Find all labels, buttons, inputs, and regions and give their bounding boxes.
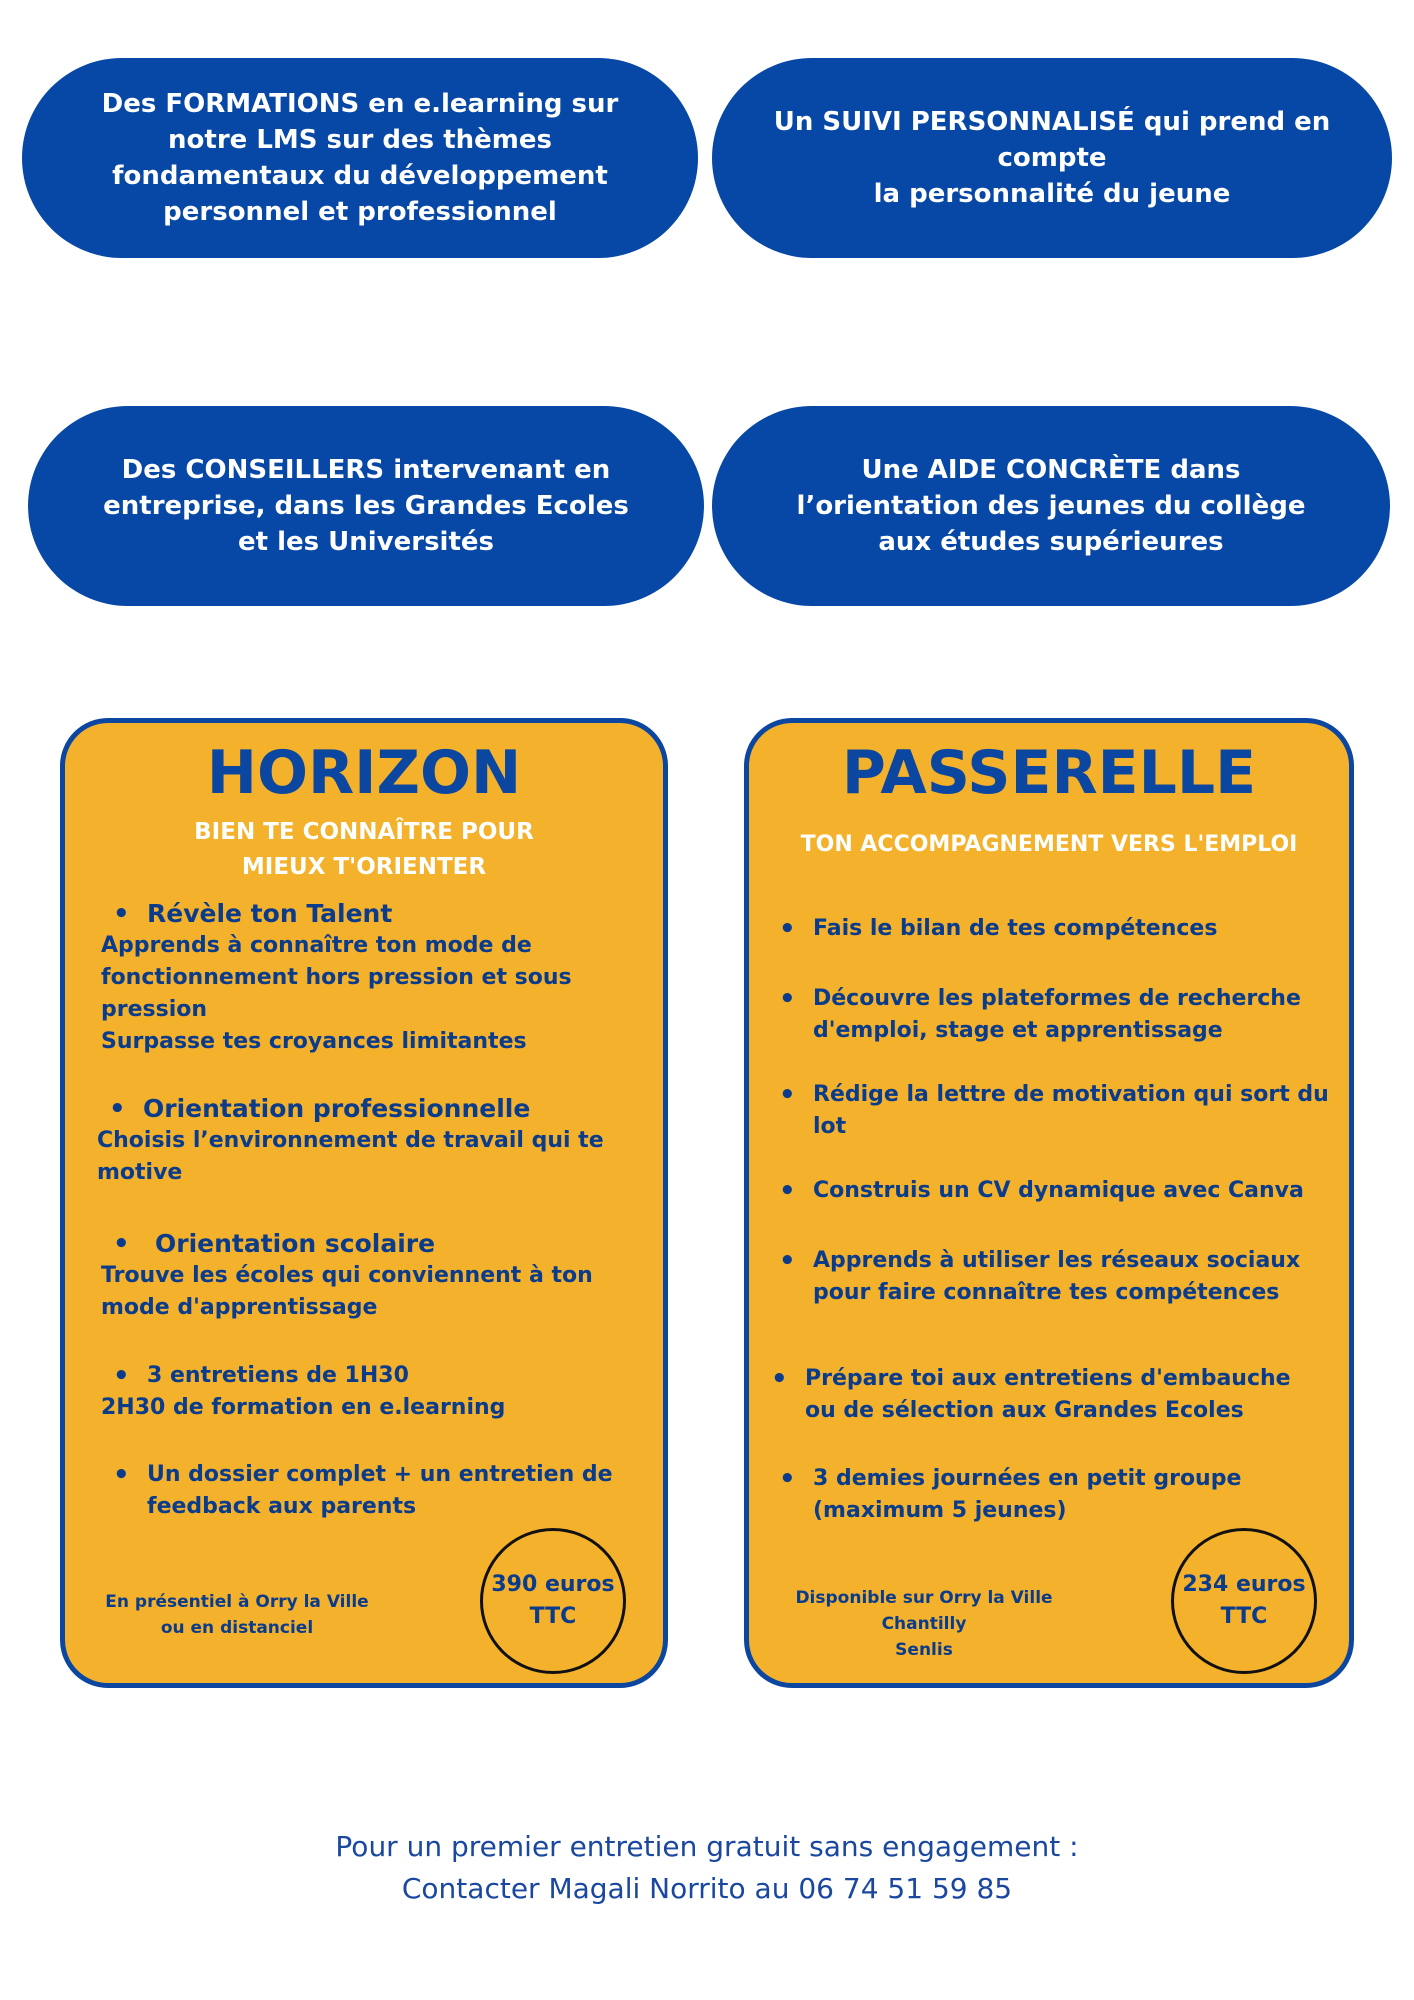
pill-line: et les Universités [237, 527, 495, 557]
horizon-location-note [87, 1589, 387, 1641]
item-line: Prépare toi aux entretiens d'embauche [805, 1366, 1291, 1391]
subtitle-line: BIEN TE CONNAÎTRE POUR [194, 819, 534, 845]
horizon-section-pro [97, 1093, 604, 1189]
item-line: Apprends à utiliser les réseaux sociaux [813, 1248, 1301, 1273]
section-line: 2H30 de formation en e.learning [101, 1395, 506, 1420]
feature-pill-conseillers [28, 406, 704, 606]
note-line: ou en distanciel [160, 1618, 314, 1638]
price-tax: TTC [529, 1604, 577, 1629]
passerelle-location-note [779, 1585, 1069, 1663]
section-line: motive [97, 1160, 183, 1185]
item-line: pour faire connaître tes compétences [813, 1280, 1280, 1305]
bullet-icon: • [771, 1364, 788, 1394]
horizon-section-dossier [113, 1459, 613, 1523]
passerelle-item [779, 983, 1301, 1047]
section-line: Trouve les écoles qui conviennent à ton [101, 1263, 593, 1288]
section-line: Un dossier complet + un entretien de [147, 1462, 613, 1487]
passerelle-item [771, 1363, 1291, 1427]
pill-line: Des CONSEILLERS intervenant en [121, 455, 611, 485]
bullet-icon: • [113, 899, 130, 929]
section-line: Surpasse tes croyances limitantes [101, 1029, 527, 1054]
section-heading: Orientation professionnelle [143, 1094, 531, 1123]
bullet-icon: • [779, 984, 796, 1014]
passerelle-item [779, 1245, 1300, 1309]
horizon-price-badge [480, 1528, 626, 1674]
price-amount: 390 euros [491, 1572, 615, 1597]
bullet-icon: • [779, 1176, 796, 1206]
bullet-icon: • [113, 1460, 130, 1490]
pill-line: aux études supérieures [878, 527, 1224, 557]
pill-line: fondamentaux du développement [112, 161, 608, 191]
bullet-icon: • [779, 914, 796, 944]
passerelle-price-badge [1171, 1528, 1317, 1674]
item-line: 3 demies journées en petit groupe [813, 1466, 1242, 1491]
horizon-subtitle [65, 815, 663, 885]
footer-line: Pour un premier entretien gratuit sans engagement : [335, 1830, 1079, 1863]
horizon-section-talent [101, 898, 572, 1058]
item-line: Fais le bilan de tes compétences [813, 916, 1218, 941]
note-line: Chantilly [881, 1614, 967, 1634]
pill-line: Des FORMATIONS en e.learning sur [101, 89, 619, 119]
note-line: Disponible sur Orry la Ville [795, 1588, 1053, 1608]
section-line: feedback aux parents [147, 1494, 417, 1519]
passerelle-item [779, 1463, 1241, 1527]
pill-line: Une AIDE CONCRÈTE dans [861, 455, 1241, 485]
passerelle-card [744, 718, 1354, 1688]
pill-line: l’orientation des jeunes du collège [796, 491, 1306, 521]
note-line: En présentiel à Orry la Ville [105, 1592, 369, 1612]
pill-line: personnel et professionnel [163, 197, 557, 227]
horizon-title: HORIZON [206, 738, 522, 808]
horizon-card [60, 718, 668, 1688]
item-line: Rédige la lettre de motivation qui sort du [813, 1082, 1329, 1107]
contact-footer [0, 1826, 1414, 1910]
section-line: fonctionnement hors pression et sous [101, 965, 572, 990]
subtitle-line: MIEUX T'ORIENTER [241, 854, 487, 880]
bullet-icon: • [109, 1094, 126, 1124]
pill-line: Un SUIVI PERSONNALISÉ qui prend en compte [773, 107, 1331, 173]
item-line: (maximum 5 jeunes) [813, 1498, 1067, 1523]
horizon-section-entretiens [101, 1360, 505, 1424]
item-line: ou de sélection aux Grandes Ecoles [805, 1398, 1244, 1423]
item-line: lot [813, 1114, 847, 1139]
section-line: mode d'apprentissage [101, 1295, 378, 1320]
passerelle-subtitle: TON ACCOMPAGNEMENT VERS L'EMPLOI [800, 832, 1298, 857]
pill-line: notre LMS sur des thèmes [168, 125, 552, 155]
item-line: d'emploi, stage et apprentissage [813, 1018, 1223, 1043]
section-line: Choisis l’environnement de travail qui te [97, 1128, 604, 1153]
feature-pill-aide [712, 406, 1390, 606]
bullet-icon: • [113, 1361, 130, 1391]
price-tax: TTC [1220, 1604, 1268, 1629]
passerelle-item [779, 1175, 1304, 1207]
passerelle-item [779, 913, 1217, 945]
section-heading: Révèle ton Talent [147, 899, 393, 928]
item-line: Construis un CV dynamique avec Canva [813, 1178, 1304, 1203]
price-amount: 234 euros [1182, 1572, 1306, 1597]
section-line: Apprends à connaître ton mode de [101, 933, 532, 958]
bullet-icon: • [779, 1464, 796, 1494]
horizon-section-scolaire [101, 1228, 593, 1324]
passerelle-title: PASSERELLE [841, 738, 1257, 808]
feature-pill-formations [22, 58, 698, 258]
note-line: Senlis [895, 1640, 953, 1660]
bullet-icon: • [779, 1080, 796, 1110]
section-line: pression [101, 997, 208, 1022]
item-line: Découvre les plateformes de recherche [813, 986, 1301, 1011]
section-heading: 3 entretiens de 1H30 [147, 1363, 409, 1388]
pill-line: la personnalité du jeune [873, 179, 1231, 209]
feature-pill-suivi [712, 58, 1392, 258]
footer-contact: Contacter Magali Norrito au 06 74 51 59 85 [401, 1872, 1013, 1905]
passerelle-item [779, 1079, 1329, 1143]
bullet-icon: • [779, 1246, 796, 1276]
pill-line: entreprise, dans les Grandes Ecoles [103, 491, 629, 521]
bullet-icon: • [113, 1229, 130, 1259]
section-heading: Orientation scolaire [155, 1229, 436, 1258]
